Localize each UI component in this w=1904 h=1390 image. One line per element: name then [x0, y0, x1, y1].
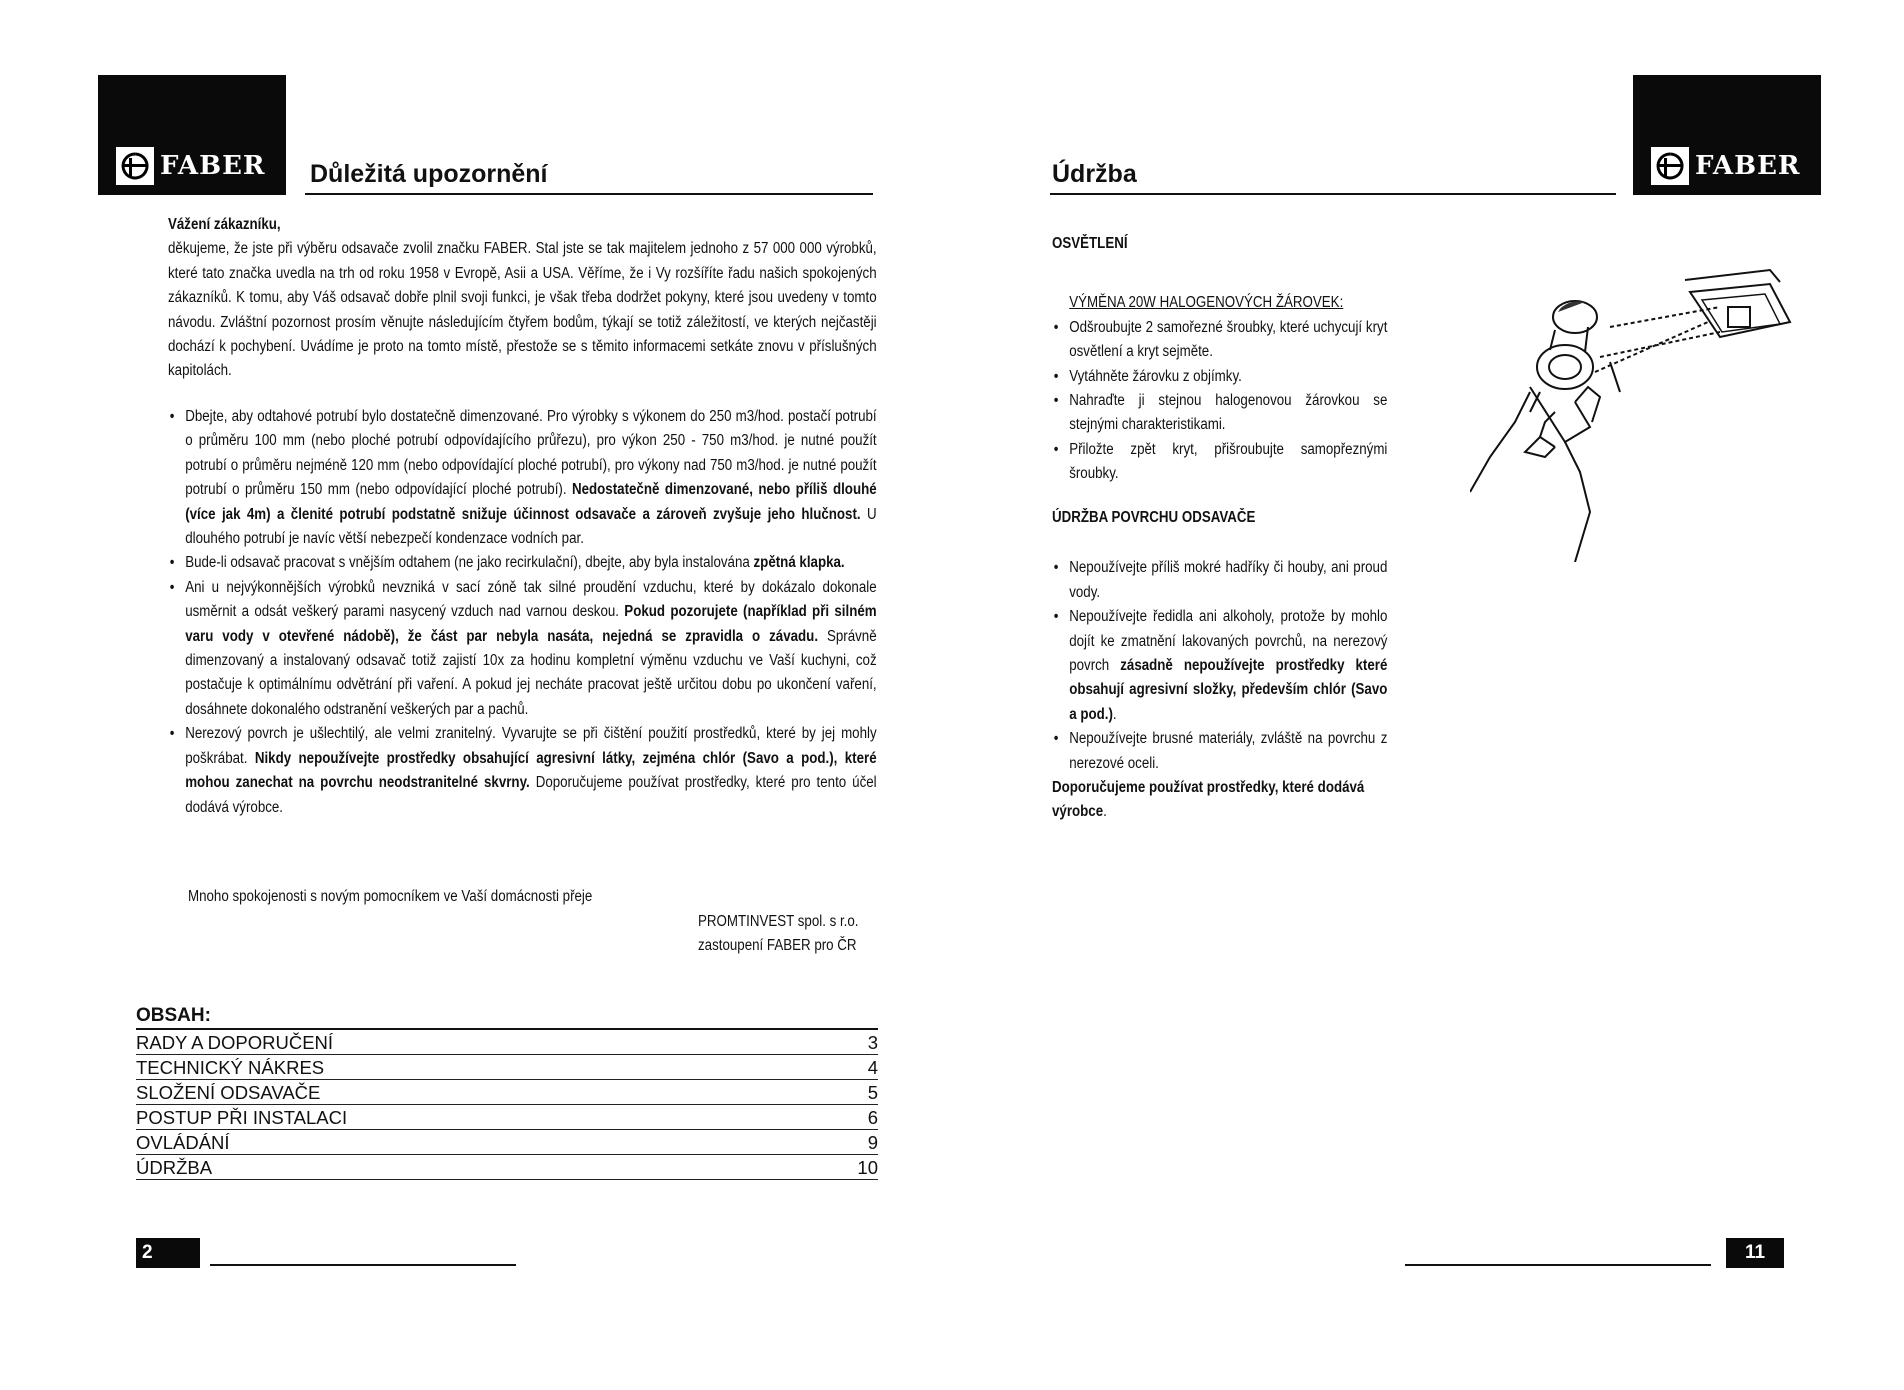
recommendation: Doporučujeme používat prostředky, které dodává výrobce.: [1052, 779, 1365, 821]
toc-row: [136, 1055, 878, 1080]
toc-title: OBSAH:: [136, 1004, 878, 1030]
intro-block: [168, 213, 877, 384]
page-number-left: 2: [136, 1238, 200, 1268]
section-heading-lighting: OSVĚTLENÍ: [1052, 235, 1128, 252]
list-item: • Odšroubujte 2 samořezné šroubky, které uchycují kryt osvětlení a kryt sejměte.: [1052, 316, 1387, 365]
toc-page: 4: [867, 1057, 878, 1078]
warnings-list: [168, 405, 877, 820]
greeting: Vážení zákazníku,: [168, 216, 281, 233]
signature-company: PROMTINVEST spol. s r.o.: [698, 913, 859, 930]
toc-label: OVLÁDÁNÍ: [136, 1132, 230, 1153]
title-rule-right: [1050, 193, 1616, 195]
toc-row: [136, 1030, 878, 1055]
list-item: • Dbejte, aby odtahové potrubí bylo dostatečně dimenzované. Pro výrobky s výkonem do 250 m3/hod. postačí potrubí o průměru 100 mm (nebo ploché potrubí odpovídajícího průřezu), pro výkon 250 - 750 m3/hod. je nutné použít potrubí o průměru nejméně 120 mm (nebo odpovídající ploché potrubí), pro výkony nad 750 m3/hod. je nutné použít potrubí o průměru 150 mm (nebo odpovídající ploché potrubí). Nedostatečně dimenzované, nebo příliš dlouhé (více jak 4m) a členité potrubí podstatně snižuje účinnost odsavače a zároveň zvyšuje jeho hlučnost. U dlouhého potrubí je navíc větší nebezpečí kondenzace vodních par.: [168, 405, 877, 551]
toc-page: 10: [857, 1157, 878, 1178]
faber-mark-icon: [1651, 147, 1689, 185]
page-title-left: Důležitá upozornění: [310, 160, 548, 188]
faber-mark-icon: [116, 147, 154, 185]
footer-rule-right: [1405, 1264, 1711, 1266]
list-item: • Nepoužívejte ředidla ani alkoholy, protože by mohlo dojít ke zmatnění lakovaných povrchů, na nerezový povrch zásadně nepoužívejte prostředky které obsahují agresivní složky, především chlór (Savo a pod.).: [1052, 605, 1387, 727]
signature-role: zastoupení FABER pro ČR: [698, 937, 857, 955]
toc-row: [136, 1080, 878, 1105]
toc-page: 6: [867, 1107, 878, 1128]
list-item: • Nahraďte ji stejnou halogenovou žárovkou se stejnými charakteristikami.: [1052, 389, 1387, 438]
toc-row: [136, 1105, 878, 1130]
toc-page: 9: [867, 1132, 878, 1153]
intro-text: děkujeme, že jste při výběru odsavače zvolil značku FABER. Stal jste se tak majitelem jednoho z 57 000 000 výrobků, které tato značka uvedla na trh od roku 1958 v Evropě, Asii a USA. Věříme, že i Vy rozšíříte řadu našich spokojených zákazníků. K tomu, aby Váš odsavač dobře plnil svoji funkci, je však třeba dodržet pokyny, které jsou uvedeny v tomto návodu. Zvláštní pozornost prosím věnujte následujícím čtyřem bodům, týkají se totiž záležitostí, ve kterých nejčastěji dochází k pochybení. Uvádíme je proto na tomto místě, přestože se s těmito informacemi setkáte znovu v příslušných kapitolách.: [168, 240, 877, 380]
toc-label: SLOŽENÍ ODSAVAČE: [136, 1082, 321, 1103]
bulb-replacement-illustration: [1470, 262, 1810, 562]
toc-row: [136, 1155, 878, 1180]
table-of-contents: [136, 1004, 878, 1180]
list-item: • Nepoužívejte brusné materiály, zvláště na povrchu z nerezové oceli.: [1052, 727, 1387, 776]
list-item: • Vytáhněte žárovku z objímky.: [1052, 365, 1387, 389]
footer-rule-left: [210, 1264, 516, 1266]
page-title-right: Údržba: [1052, 160, 1137, 188]
signature: [698, 910, 922, 959]
surface-care-section: [1052, 506, 1387, 825]
list-item: • Bude-li odsavač pracovat s vnějším odtahem (ne jako recirkulační), dbejte, aby byla instalována zpětná klapka.: [168, 551, 877, 575]
brand-name: FABER: [160, 151, 266, 181]
toc-row: [136, 1130, 878, 1155]
closing-text: Mnoho spokojenosti s novým pomocníkem ve Vaší domácnosti přeje: [188, 888, 593, 905]
list-item: • Nerezový povrch je ušlechtilý, ale velmi zranitelný. Vyvarujte se při čištění použití prostředků, které by jej mohly poškrábat. Nikdy nepoužívejte prostředky obsahující agresivní látky, zejména chlór (Savo a pod.), které mohou zanechat na povrchu neodstranitelné skvrny. Doporučujeme používat prostředky, které pro tento účel dodává výrobce.: [168, 722, 877, 820]
toc-label: RADY A DOPORUČENÍ: [136, 1032, 334, 1053]
toc-label: TECHNICKÝ NÁKRES: [136, 1057, 325, 1078]
list-item: • Přiložte zpět kryt, přišroubujte samopřeznými šroubky.: [1052, 438, 1387, 487]
lighting-section: [1052, 232, 1387, 487]
toc-label: ÚDRŽBA: [136, 1157, 213, 1178]
toc-page: 3: [867, 1032, 878, 1053]
list-item: • Nepoužívejte příliš mokré hadříky či houby, ani proud vody.: [1052, 556, 1387, 605]
brand-name: FABER: [1695, 151, 1801, 181]
page-number-right: 11: [1726, 1238, 1784, 1268]
bulb-subheading: VÝMĚNA 20W HALOGENOVÝCH ŽÁROVEK:: [1069, 294, 1344, 312]
faber-logo-left: [98, 75, 286, 195]
title-rule-left: [305, 193, 873, 195]
faber-logo-right: [1633, 75, 1821, 195]
toc-label: POSTUP PŘI INSTALACI: [136, 1107, 348, 1128]
section-heading-surface: ÚDRŽBA POVRCHU ODSAVAČE: [1052, 509, 1256, 526]
toc-page: 5: [867, 1082, 878, 1103]
list-item: • Ani u nejvýkonnějších výrobků nevzniká v sací zóně tak silné proudění vzduchu, které by dokázalo dokonale usměrnit a odsát veškerý parami nasycený vzduch nad varnou deskou. Pokud pozorujete (například při silném varu vody v otevřené nádobě), že část par nebyla nasáta, nejedná se zpravidla o závadu. Správně dimenzovaný a instalovaný odsavač totiž zajistí 10x za hodinu kompletní výměnu vzduchu ve Vaší kuchyni, což postačuje k optimálnímu odvětrání při vaření. A pokud jej necháte pracovat ještě určitou dobu po ukončení vaření, dosáhnete dokonalého odstranění veškerých par a pachů.: [168, 576, 877, 722]
